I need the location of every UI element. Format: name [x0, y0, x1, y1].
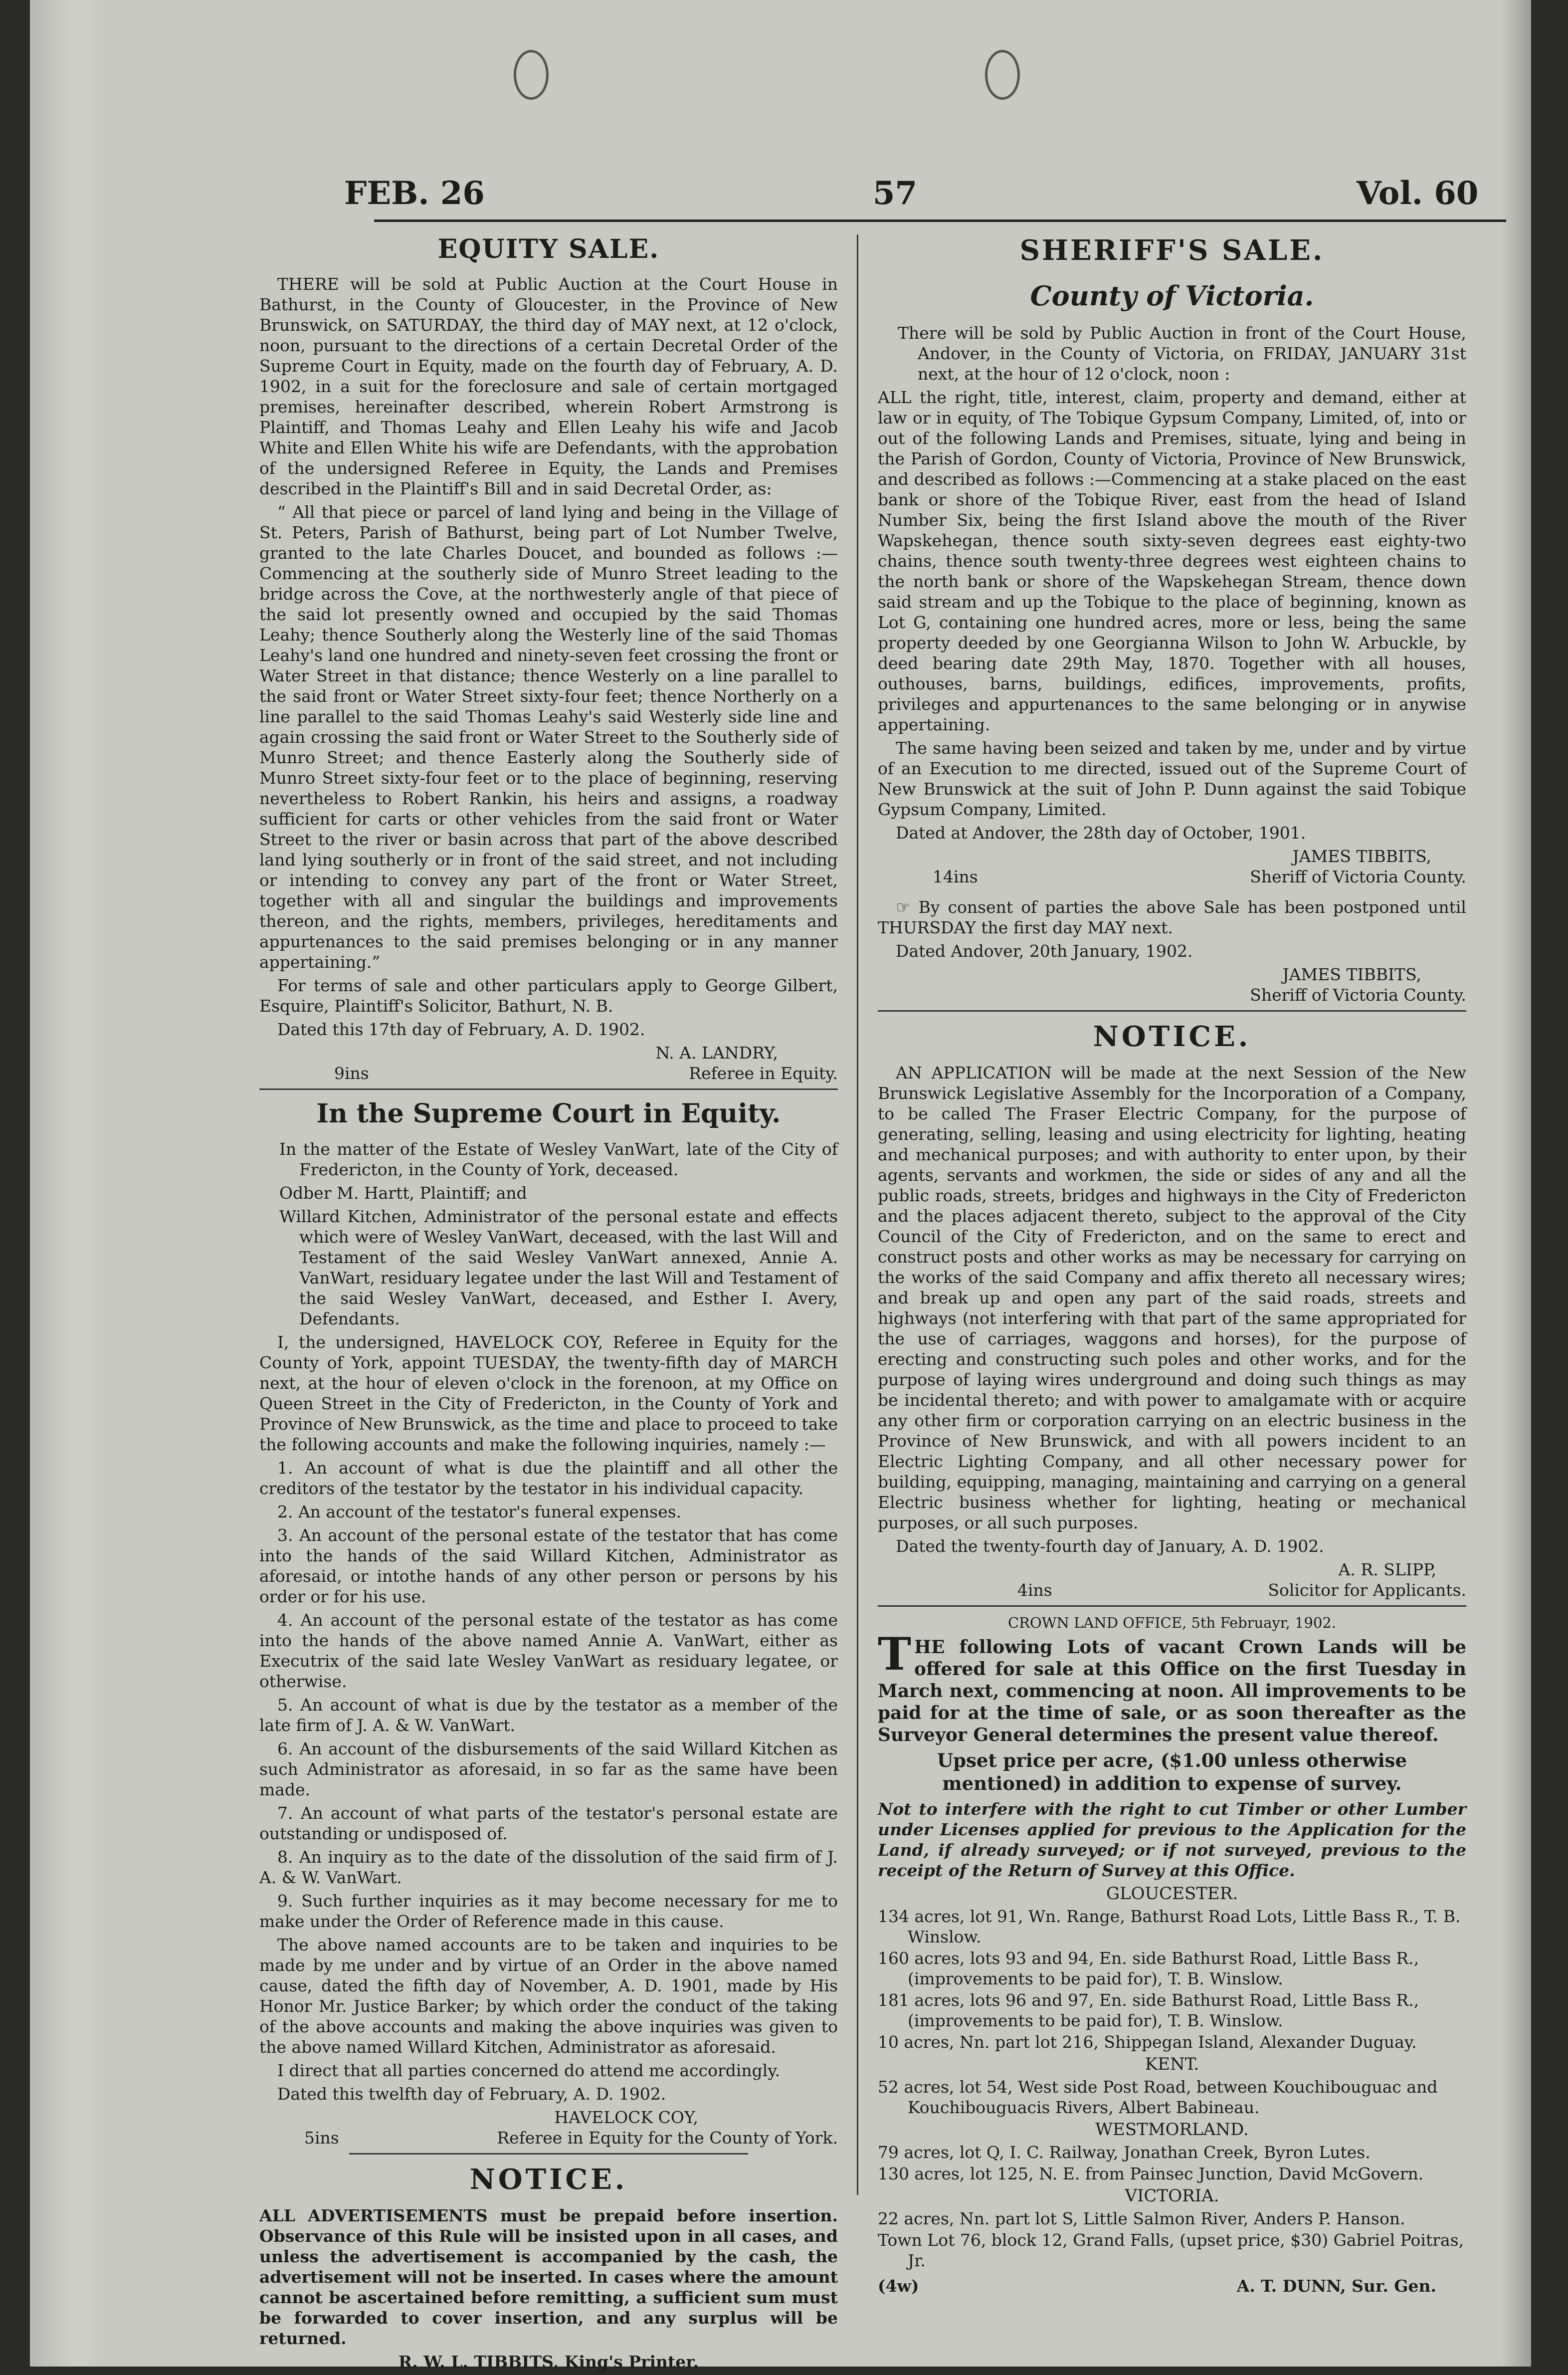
punch-hole-left — [514, 50, 549, 100]
sheriff-sale-ad — [878, 232, 1466, 1005]
sheriff-sale-signer-2: JAMES TIBBITS, — [1282, 965, 1421, 984]
notice-left-body: ALL ADVERTISEMENTS must be prepaid before insertion. Observance of this Rule will be insisted upon in all cases, and unless the advertisement is accompanied by the cash, the advertisement will not be inserted. In cases where the amount cannot be ascertained before remitting, a sufficient sum must be forwarded to cover insertion, and any surplus will be returned. — [259, 2206, 838, 2348]
notice-right-ins: 4ins — [1017, 1580, 1052, 1600]
supreme-court-ad — [259, 1096, 838, 2148]
supreme-court-intro: I, the undersigned, HAVELOCK COY, Referee in Equity for the County of York, appoint TUESDAY, the twenty-fifth day of MARCH next, at the hour of eleven o'clock in the forenoon, at my Office on Queen Street in the City of Fredericton, in the County of York and Province of New Brunswick, as the time and place to proceed to take the following accounts and make the following inquiries, namely :— — [259, 1332, 838, 1454]
inquiry-item: 3. An account of the personal estate of the testator that has come into the hands of the said Willard Kitchen, Administrator as aforesaid, or intothe hands of any other person or persons by his order or for his use. — [259, 1525, 838, 1606]
crown-land-signer: A. T. DUNN, Sur. Gen. — [1236, 2276, 1436, 2296]
sheriff-sale-signer-2-title: Sheriff of Victoria County. — [1250, 985, 1466, 1005]
crown-land-upset-price: Upset price per acre, ($1.00 unless otherwise mentioned) in addition to expense of survey. — [937, 1749, 1407, 1794]
supreme-court-signer: HAVELOCK COY, — [554, 2108, 698, 2127]
notice-left-signer: R. W. L. TIBBITS, King's Printer. — [398, 2352, 699, 2372]
equity-sale-signer: N. A. LANDRY, — [655, 1043, 778, 1063]
supreme-court-closing: The above named accounts are to be taken and inquiries to be made by me under and by virtue of an Order in the above named cause, dated the fifth day of November, A. D. 1901, made by His Honor Mr. Justice Barker; by which order the conduct of the taking of the above accounts and making the above inquiries was given to the above named Willard Kitchen, Administrator as aforesaid. — [259, 1935, 838, 2057]
sheriff-sale-signer-title: Sheriff of Victoria County. — [1250, 867, 1466, 886]
land-lot: 130 acres, lot 125, N. E. from Painsec Junction, David McGovern. — [878, 2164, 1424, 2183]
section-rule — [349, 2153, 748, 2155]
notice-right-dated: Dated the twenty-fourth day of January, A. D. 1902. — [896, 1536, 1324, 1556]
equity-sale-ins: 9ins — [334, 1064, 369, 1083]
crown-land-intro: THE following Lots of vacant Crown Lands will be offered for sale at this Office on the first Tuesday in March next, commencing at noon. All improvements to be paid for at the time of sale, or as soon thereafter as the Surveyor General determines the present value thereof. — [878, 1628, 1466, 1745]
inquiry-item: 6. An account of the disbursements of the said Willard Kitchen as such Administrator as aforesaid, in so far as the same have been made. — [259, 1739, 838, 1799]
sheriff-sale-body: ALL the right, title, interest, claim, property and demand, either at law or in equity, of The Tobique Gypsum Company, Limited, of, into or out of the following Lands and Premises, situate, lying and being in the Parish of Gordon, County of Victoria, Province of New Brunswick, and described as follows :—Commencing at a stake placed on the east bank or shore of the Tobique River, east from the head of Island Number Six, being the first Island above the mouth of the River Wapskehegan, thence south sixty-seven degrees east eighty-two chains, thence south twenty-three degrees west eighteen chains to the north bank or shore of the Wapskehegan Stream, thence down said stream and up the Tobique to the place of beginning, known as Lot G, containing one hundred acres, more or less, being the same property deeded by one Georgianna Wilson to John W. Arbuckle, by deed bearing date 29th May, 1870. Together with all houses, outhouses, barns, buildings, edifices, improvements, profits, privileges and appurtenances to the same belonging or in anywise appertaining. — [878, 388, 1466, 734]
equity-sale-signer-title: Referee in Equity. — [689, 1064, 838, 1083]
notice-right-title: NOTICE. — [1093, 1020, 1251, 1053]
supreme-court-direct: I direct that all parties concerned do attend me accordingly. — [277, 2061, 781, 2080]
sheriff-sale-intro: There will be sold by Public Auction in front of the Court House, Andover, in the County of Victoria, on FRIDAY, JANUARY 31st next, at the hour of 12 o'clock, noon : — [898, 323, 1466, 384]
inquiry-item: 2. An account of the testator's funeral expenses. — [277, 1502, 682, 1521]
equity-sale-terms: For terms of sale and other particulars apply to George Gilbert, Esquire, Plaintiff's Solicitor, Bathurt, N. B. — [259, 976, 838, 1016]
section-rule — [878, 1010, 1466, 1012]
page-binding — [30, 0, 105, 2367]
sheriff-sale-ins: 14ins — [933, 867, 978, 886]
county-heading: WESTMORLAND. — [1095, 2120, 1249, 2140]
inquiry-item: 1. An account of what is due the plaintiff and all other the creditors of the testator by the testator in his individual capacity. — [259, 1458, 838, 1498]
supreme-court-title: In the Supreme Court in Equity. — [316, 1098, 781, 1129]
land-lot: Town Lot 76, block 12, Grand Falls, (upset price, $30) Gabriel Poitras, Jr. — [878, 2230, 1464, 2270]
header-volume: Vol. 60 — [1357, 175, 1479, 212]
supreme-court-plaintiff: Odber M. Hartt, Plaintiff; and — [279, 1183, 527, 1203]
section-rule — [259, 1088, 838, 1090]
land-lot: 10 acres, Nn. part lot 216, Shippegan Island, Alexander Duguay. — [878, 2032, 1417, 2052]
land-lot: 160 acres, lots 93 and 94, En. side Bathurst Road, Little Bass R., (improvements to be paid for), T. B. Winslow. — [878, 1948, 1419, 1988]
inquiry-item: 4. An account of the personal estate of the testator as has come into the hands of the above named Annie A. VanWart, either as Executrix of the said late Wesley VanWart as residuary legatee, or otherwise. — [259, 1610, 838, 1691]
crown-land-caution: Not to interfere with the right to cut Timber or other Lumber under Licenses applied for previous to the Application for the Land, if already surveyed; or if not surveyed, previous to the receipt of the Return of Survey at this Office. — [878, 1799, 1466, 1880]
crown-land-ad — [878, 1613, 1466, 2296]
notice-left-title: NOTICE. — [469, 2163, 628, 2196]
sheriff-sale-seized: The same having been seized and taken by me, under and by virtue of an Execution to me directed, issued out of the Supreme Court of New Brunswick at the suit of John P. Dunn against the said Tobique Gypsum Company, Limited. — [878, 738, 1466, 819]
inquiry-item: 9. Such further inquiries as it may become necessary for me to make under the Order of Reference made in this cause. — [259, 1891, 838, 1931]
equity-sale-title: EQUITY SALE. — [437, 234, 660, 264]
sheriff-sale-signer: JAMES TIBBITS, — [1292, 847, 1431, 866]
notice-right-signer-title: Solicitor for Applicants. — [1268, 1580, 1466, 1600]
header-date: FEB. 26 — [344, 175, 485, 212]
sheriff-sale-dated: Dated at Andover, the 28th day of October, 1901. — [896, 823, 1306, 843]
land-lot: 52 acres, lot 54, West side Post Road, between Kouchibouguac and Kouchibouguacis Rivers, Albert Babineau. — [878, 2077, 1438, 2117]
sheriff-sale-postponed: ☞ By consent of parties the above Sale has been postponed until THURSDAY the first day MAY next. — [878, 897, 1466, 937]
sheriff-sale-postponed-dated: Dated Andover, 20th January, 1902. — [896, 941, 1193, 961]
crown-land-office-line: CROWN LAND OFFICE, 5th Februayr, 1902. — [1007, 1614, 1337, 1631]
county-heading: KENT. — [1145, 2054, 1199, 2074]
equity-sale-description: “ All that piece or parcel of land lying and being in the Village of St. Peters, Parish of Bathurst, being part of Lot Number Twelve, granted to the late Charles Doucet, and bounded as follows :— Commencing at the southerly side of Munro Street leading to the bridge across the Cove, at the northwesterly angle of that piece of the said lot presently owned and occupied by the said Thomas Leahy; thence Southerly along the Westerly line of the said Thomas Leahy's land one hundred and ninety-seven feet crossing the front or Water Street in that distance; thence Westerly on a line parallel to the said front or Water Street sixty-four feet; thence Northerly on a line parallel to the said Thomas Leahy's said Westerly side line and again crossing the said front or Water Street to the Southerly side of Munro Street; and thence Easterly along the Southerly side of Munro Street sixty-four feet or to the place of beginning, reserving nevertheless to Robert Rankin, his heirs and assigns, a roadway sufficient for carts or other vehicles from the said front or Water Street to the river or basin across that part of the above described land lying southerly or in front of the said street, and not including or intending to convey any part of the front or Water Street, together with all and singular the buildings and improvements thereon, and the rights, members, privileges, hereditaments and appurtenances to the said premises belonging or in any manner appertaining.” — [259, 502, 838, 972]
supreme-court-signer-title: Referee in Equity for the County of York. — [497, 2128, 838, 2148]
sheriff-sale-county: County of Victoria. — [1030, 280, 1314, 312]
crown-land-ins: (4w) — [878, 2276, 919, 2296]
header-page-number: 57 — [873, 175, 918, 212]
land-lot: 79 acres, lot Q, I. C. Railway, Jonathan Creek, Byron Lutes. — [878, 2143, 1371, 2162]
land-lot: 134 acres, lot 91, Wn. Range, Bathurst Road Lots, Little Bass R., T. B. Winslow. — [878, 1907, 1461, 1946]
sheriff-sale-title: SHERIFF'S SALE. — [1019, 234, 1325, 267]
equity-sale-ad — [259, 232, 838, 1083]
equity-sale-dated: Dated this 17th day of February, A. D. 1902. — [277, 1020, 645, 1039]
land-lot: 181 acres, lots 96 and 97, En. side Bathurst Road, Little Bass R., (improvements to be paid for), T. B. Winslow. — [878, 1990, 1419, 2030]
punch-hole-right — [985, 50, 1020, 100]
county-heading: GLOUCESTER. — [1106, 1884, 1238, 1904]
notice-right-signer: A. R. SLIPP, — [1338, 1560, 1436, 1579]
inquiry-item: 7. An account of what parts of the testator's personal estate are outstanding or undisposed of. — [259, 1803, 838, 1843]
inquiry-item: 8. An inquiry as to the date of the dissolution of the said firm of J. A. & W. VanWart. — [259, 1847, 838, 1887]
supreme-court-ins: 5ins — [304, 2128, 339, 2148]
column-divider — [857, 234, 858, 2195]
supreme-court-matter: In the matter of the Estate of Wesley VanWart, late of the City of Fredericton, in the County of York, deceased. — [279, 1139, 838, 1179]
inquiry-item: 5. An account of what is due by the testator as a member of the late firm of J. A. & W. VanWart. — [259, 1695, 838, 1735]
equity-sale-intro: THERE will be sold at Public Auction at the Court House in Bathurst, in the County of Gloucester, in the Province of New Brunswick, on SATURDAY, the third day of MAY next, at 12 o'clock, noon, pursuant to the directions of a certain Decretal Order of the Supreme Court in Equity, made on the fourth day of February, A. D. 1902, in a suit for the foreclosure and sale of certain mortgaged premises, hereinafter described, wherein Robert Armstrong is Plaintiff, and Thomas Leahy and Ellen Leahy his wife and Jacob White and Ellen White his wife are Defendants, with the approbation of the undersigned Referee in Equity, the Lands and Premises described in the Plaintiff's Bill and in said Decretal Order, as: — [259, 274, 838, 498]
right-column — [878, 232, 1466, 2296]
equity-sale-signature — [259, 1043, 838, 1063]
notice-electric-company — [878, 1018, 1466, 1600]
notice-advertisements — [259, 2160, 838, 2372]
section-rule — [878, 1605, 1466, 1607]
left-column — [259, 232, 838, 2375]
page-edge — [1501, 0, 1531, 2367]
land-lot: 22 acres, Nn. part lot S, Little Salmon River, Anders P. Hanson. — [878, 2209, 1405, 2228]
header-rule — [374, 219, 1506, 222]
county-heading: VICTORIA. — [1125, 2186, 1219, 2206]
notice-right-body: AN APPLICATION will be made at the next Session of the New Brunswick Legislative Assembly for the Incorporation of a Company, to be called The Fraser Electric Company, for the purpose of generating, selling, leasing and using electricity for lighting, heating and mechanical purposes; and with authority to enter upon, by their agents, servants and workmen, the side or sides of any and all the public roads, streets, bridges and highways in the City of Fredericton and the places adjacent thereto, subject to the approval of the City Council of the City of Fredericton, and on the same to erect and construct posts and other works as may be necessary for carrying on the works of the said Company and affix thereto all necessary wires; and break up and open any part of the said roads, streets and highways (not interfering with that part of the same appropriated for the use of carriages, waggons and horses), for the purpose of erecting and constructing such poles and other works, and for the purpose of laying wires underground and doing such things as may be incidental thereto; and with power to amalgamate with or acquire any other firm or corporation carrying on an electric business in the Province of New Brunswick, and with all powers incident to an Electric Lighting Company, and all other necessary power for building, equipping, managing, maintaining and carrying on a general Electric business whether for lighting, heating or mechanical purposes, or all such purposes. — [878, 1063, 1466, 1532]
supreme-court-dated: Dated this twelfth day of February, A. D. 1902. — [277, 2084, 666, 2104]
supreme-court-defendants: Willard Kitchen, Administrator of the personal estate and effects which were of Wesley VanWart, deceased, with the last Will and Testament of the said Wesley VanWart annexed, Annie A. VanWart, residuary legatee under the last Will and Testament of the said Wesley VanWart, deceased, and Esther I. Avery, Defendants. — [279, 1207, 838, 1328]
